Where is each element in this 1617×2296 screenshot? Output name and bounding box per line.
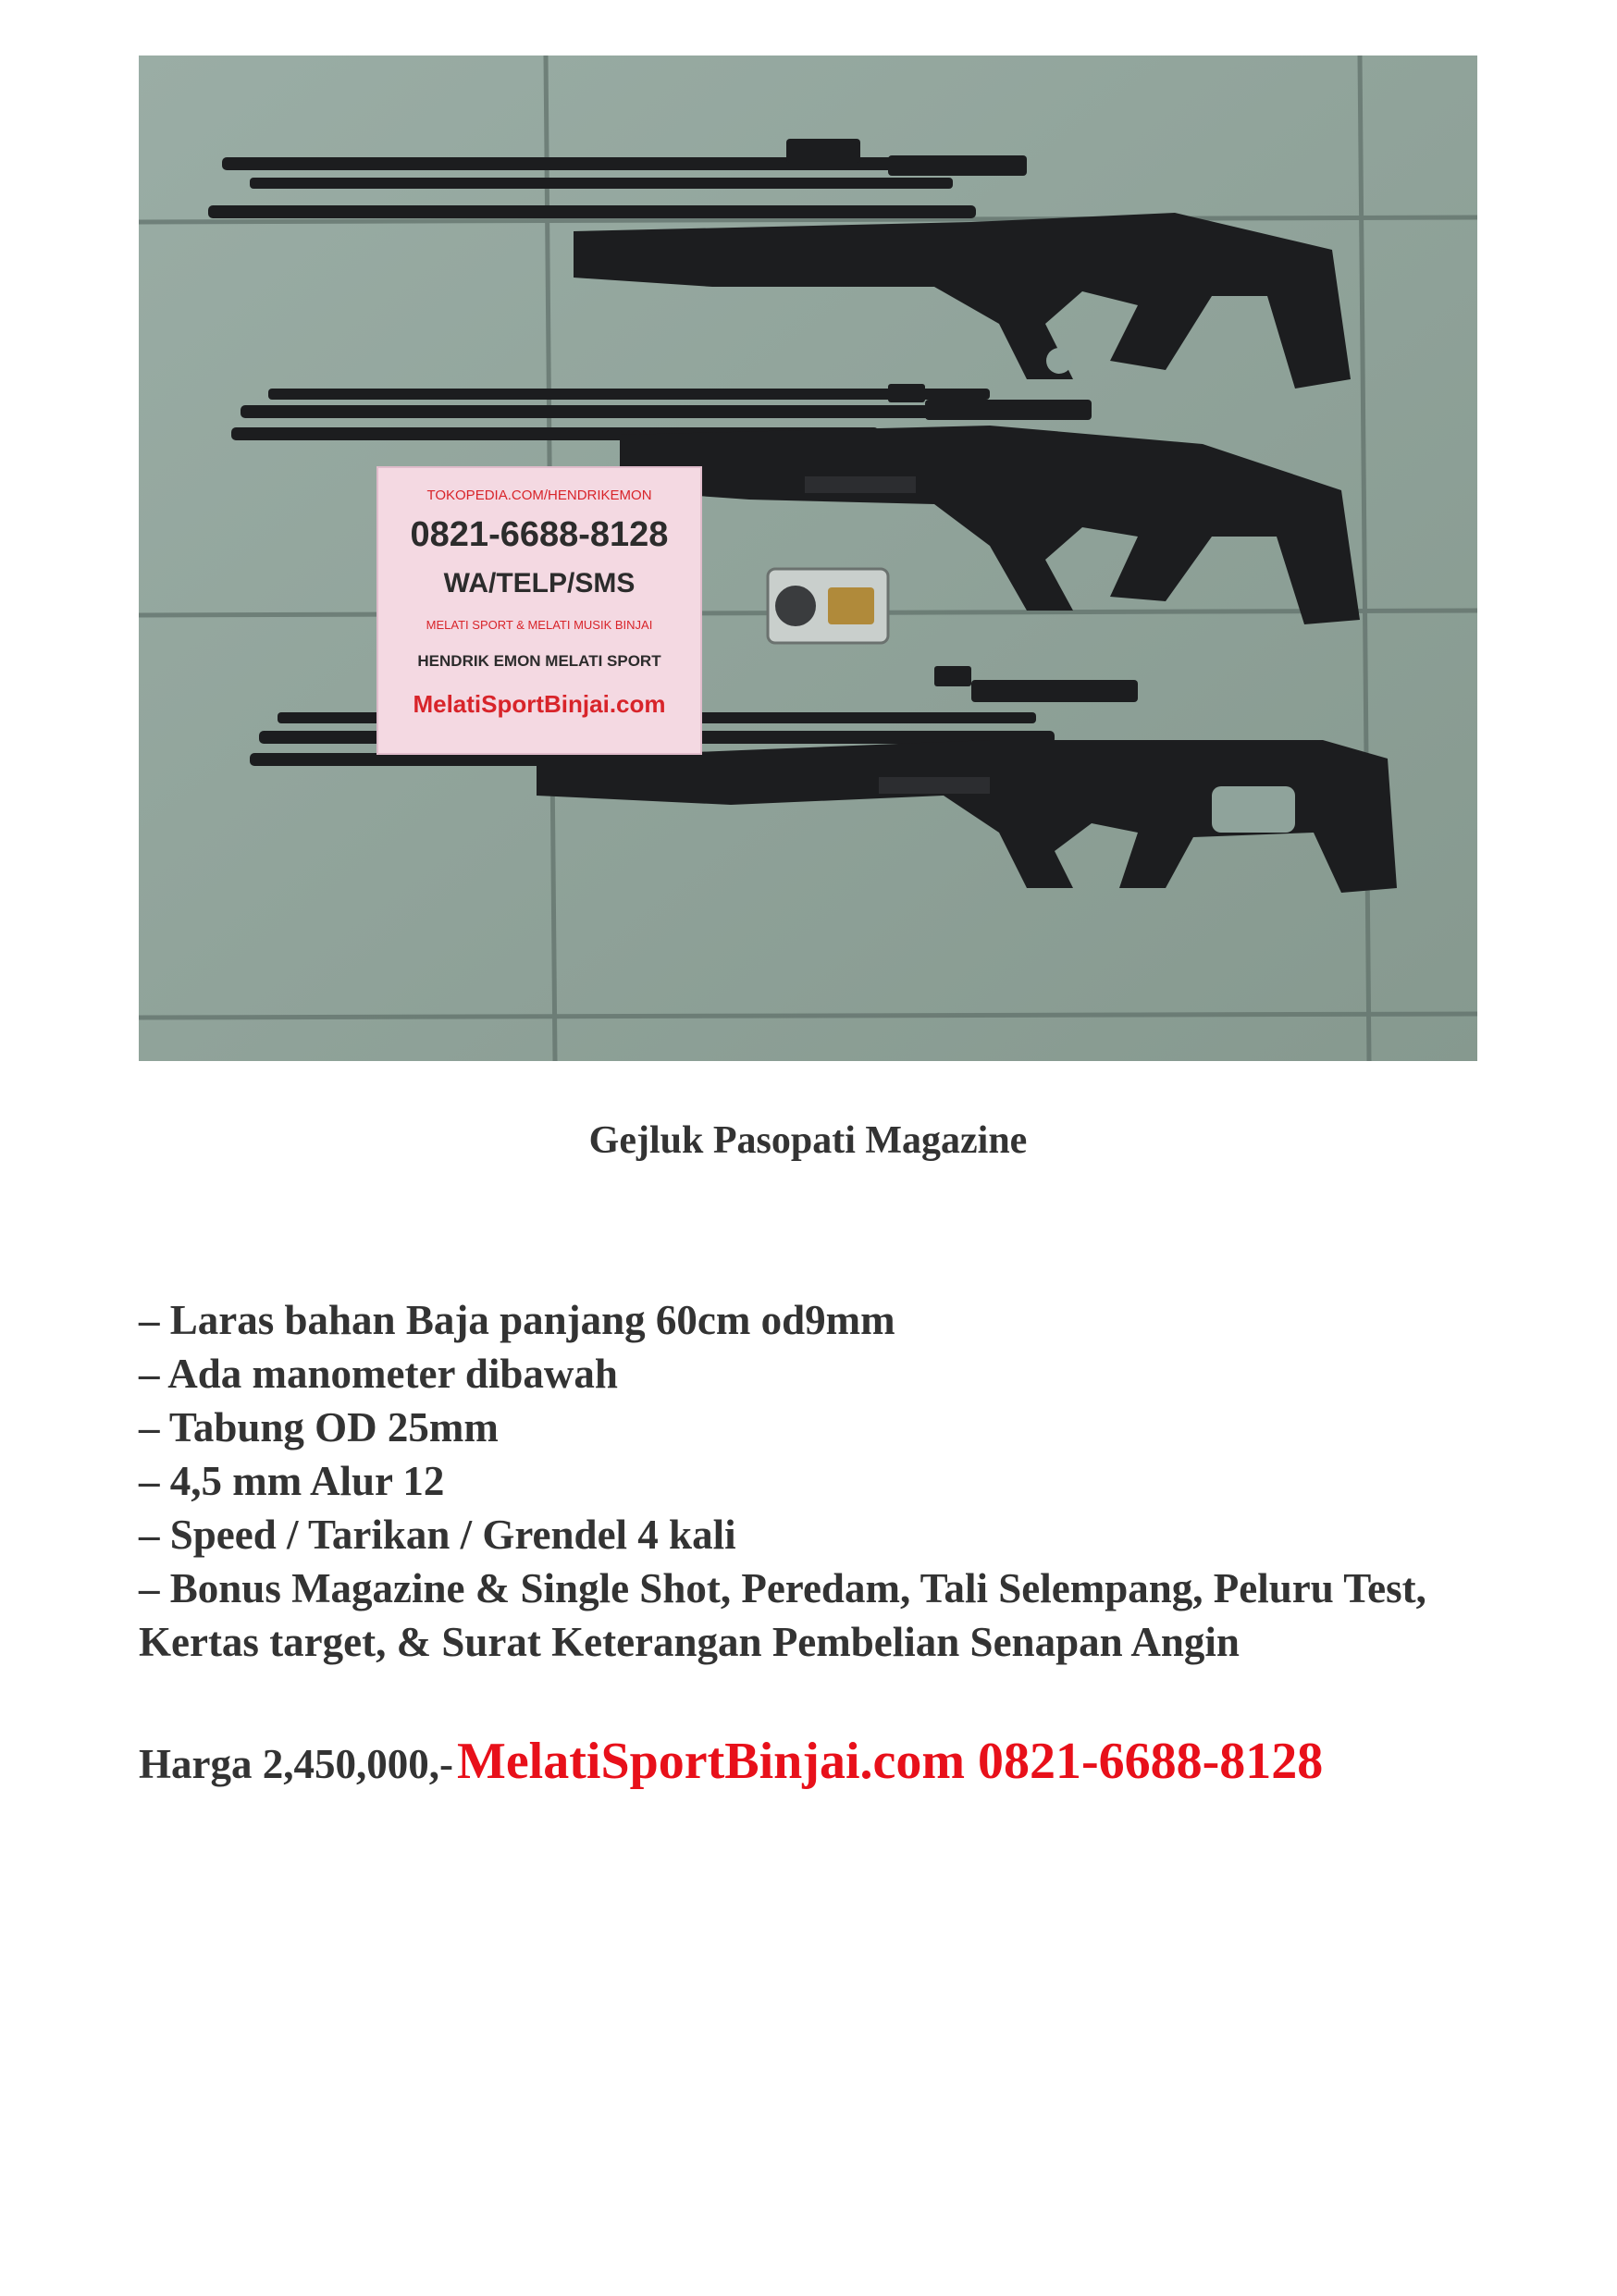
manometer-pack <box>768 569 888 643</box>
price-line <box>139 1732 1477 1791</box>
contact-sticker <box>377 467 701 754</box>
spec-item: – Speed / Tarikan / Grendel 4 kali <box>139 1512 736 1558</box>
price-label: Harga 2,450,000,- <box>139 1741 453 1787</box>
sticker-contact: WA/TELP/SMS <box>443 568 636 599</box>
rifles-photo-illustration <box>139 56 1477 1061</box>
product-title: Gejluk Pasopati Magazine <box>588 1119 1028 1162</box>
sticker-site: MelatiSportBinjai.com <box>413 690 666 718</box>
spec-item: – Ada manometer dibawah <box>139 1351 618 1397</box>
spec-item: – Bonus Magazine & Single Shot, Peredam, Tali Selempang, Peluru Test, Kertas target, & Surat Keterangan Pembelian Senapan Angin <box>139 1565 1426 1665</box>
spec-item: – 4,5 mm Alur 12 <box>139 1458 445 1504</box>
sticker-shops: MELATI SPORT & MELATI MUSIK BINJAI <box>426 618 653 632</box>
sticker-owner: HENDRIK EMON MELATI SPORT <box>417 652 661 670</box>
spec-item: – Laras bahan Baja panjang 60cm od9mm <box>139 1297 895 1343</box>
shop-contact: MelatiSportBinjai.com 0821-6688-8128 <box>456 1733 1324 1790</box>
sticker-url: TOKOPEDIA.COM/HENDRIKEMON <box>426 488 652 503</box>
sticker-phone: 0821-6688-8128 <box>410 515 669 554</box>
product-photo <box>139 56 1477 1061</box>
spec-item: – Tabung OD 25mm <box>139 1404 499 1450</box>
spec-list <box>139 1293 1477 1669</box>
